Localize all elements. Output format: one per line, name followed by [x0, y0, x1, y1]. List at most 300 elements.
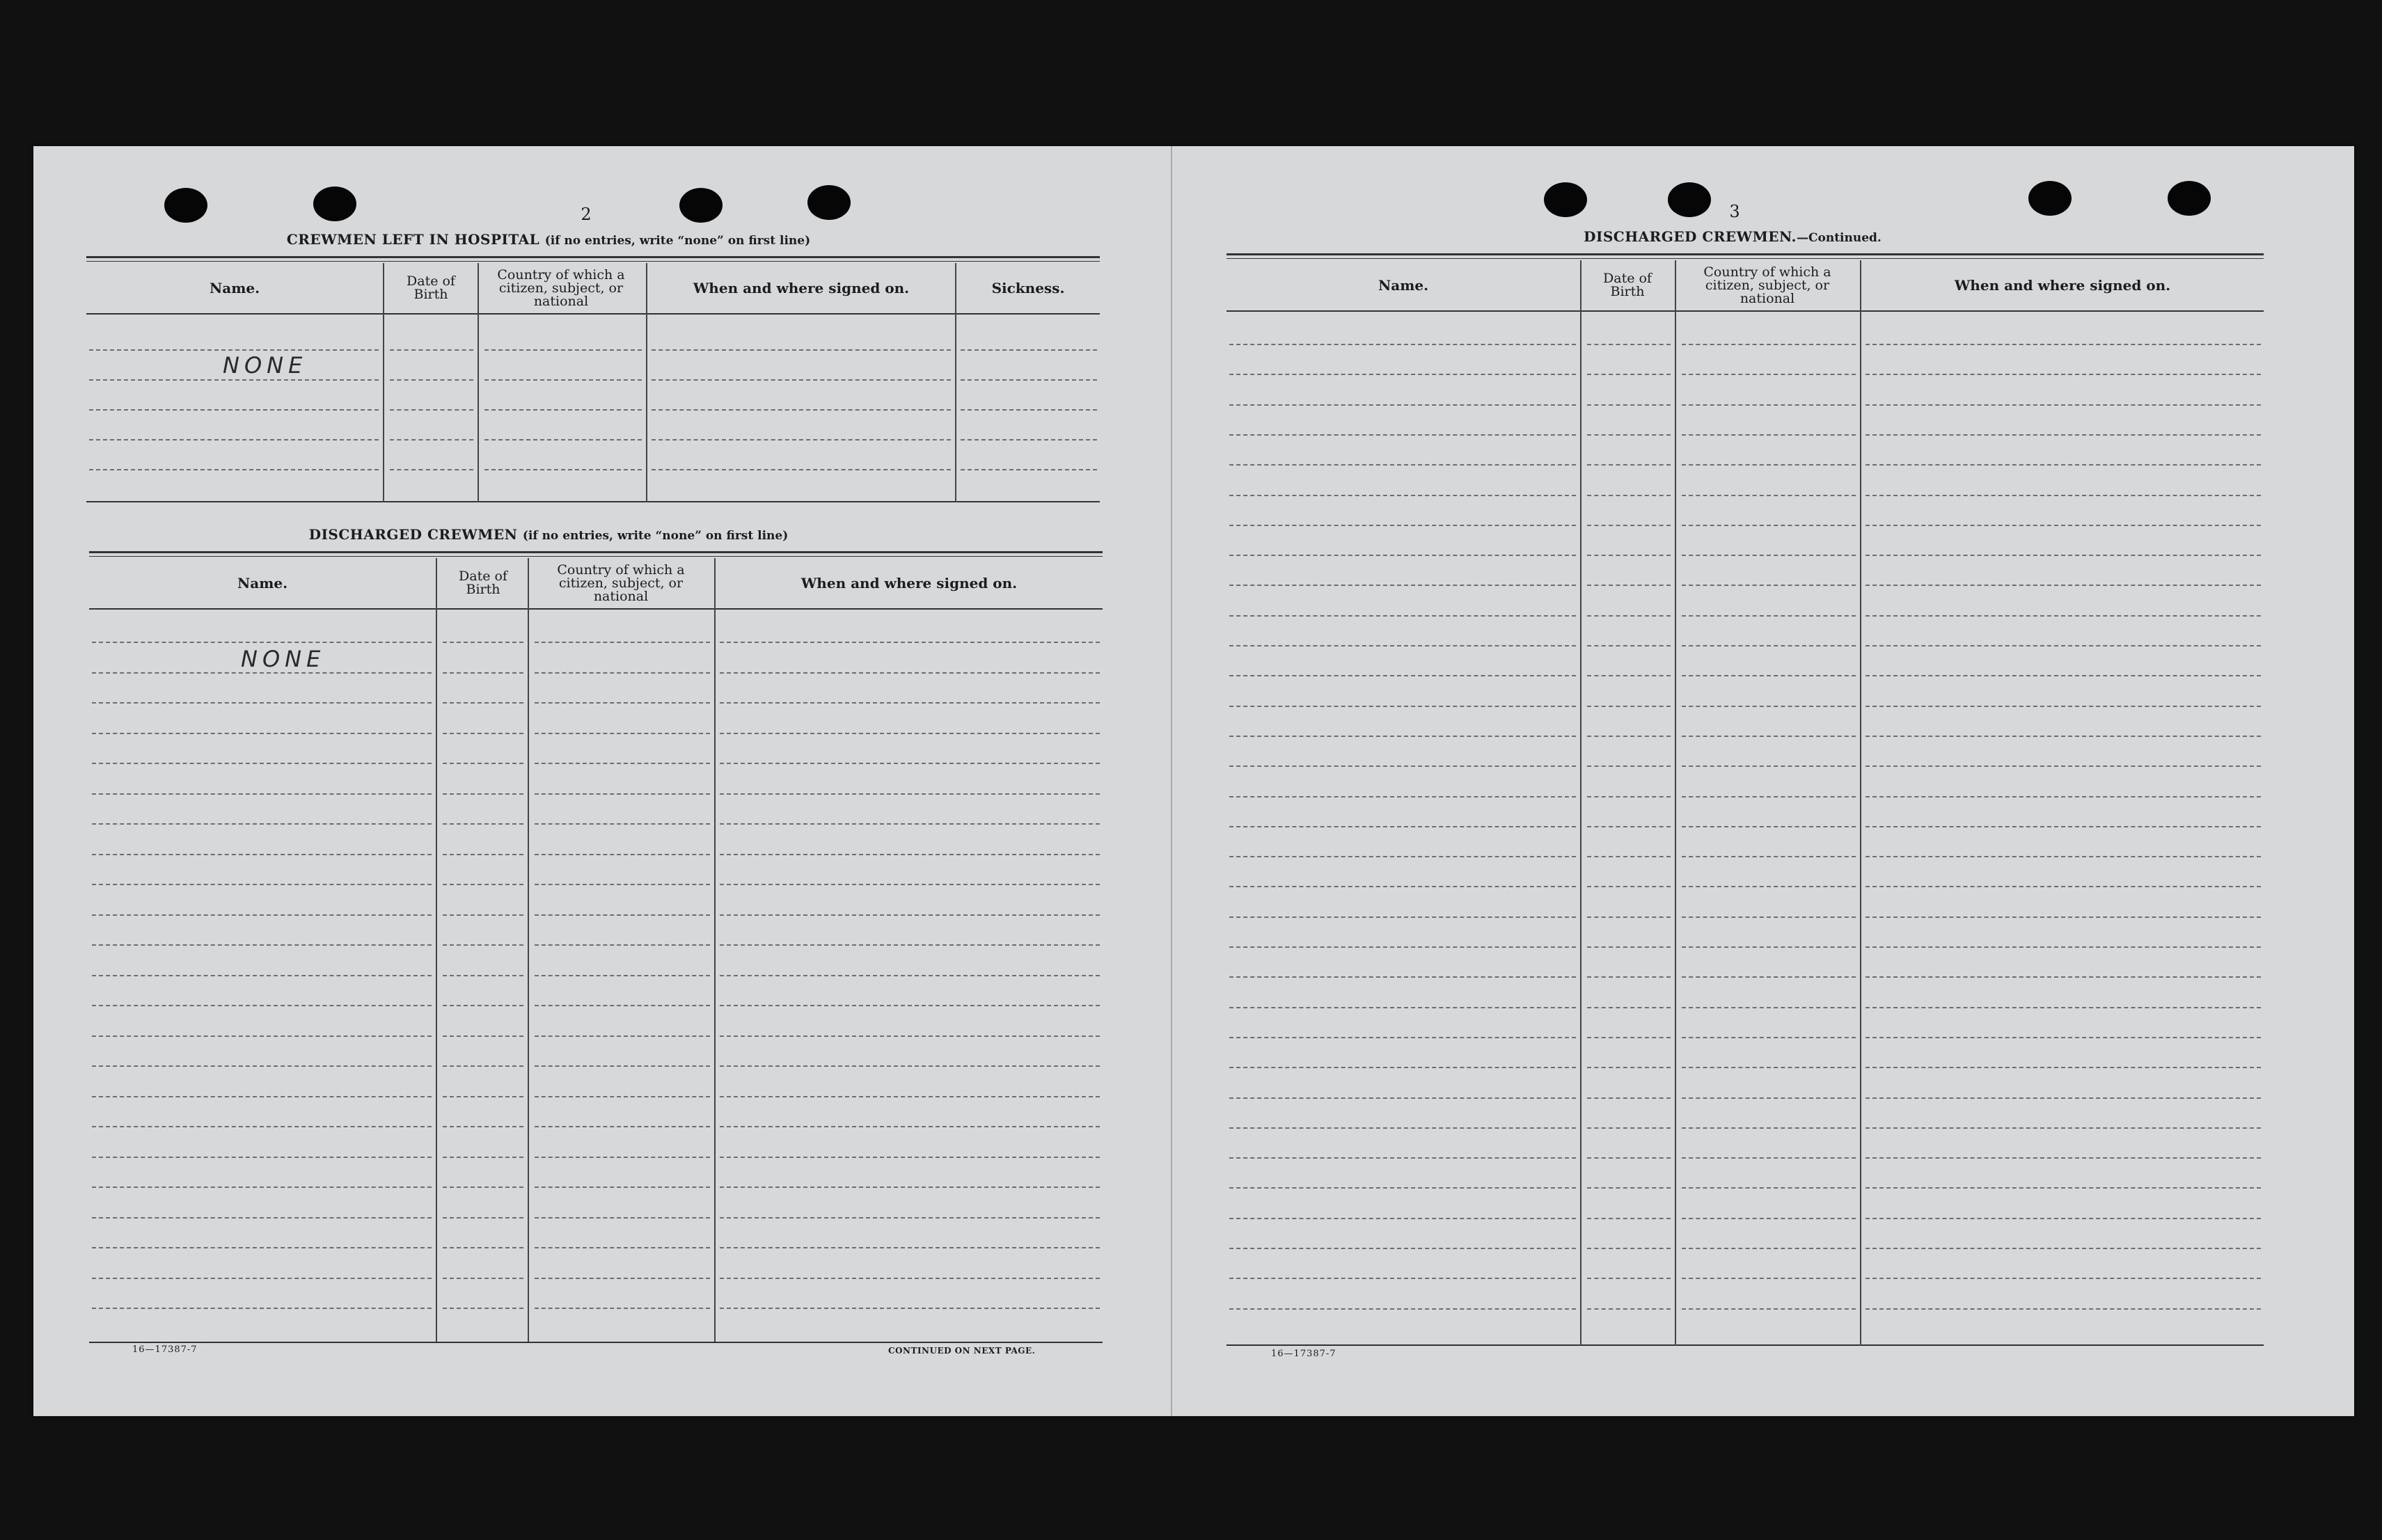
- entry-line: [720, 702, 1100, 704]
- entry-line: [1866, 1308, 2261, 1310]
- column-divider: [528, 558, 529, 1342]
- entry-line: [1682, 1067, 1856, 1068]
- entry-line: [1587, 1308, 1671, 1310]
- entry-line: [443, 884, 523, 885]
- entry-line: [1682, 404, 1856, 406]
- entry-line: [652, 439, 951, 440]
- entry-line: [1229, 706, 1576, 707]
- discharged-continued-heading: DISCHARGED CREWMEN.: [1584, 228, 1797, 245]
- entry-line: [535, 1278, 710, 1279]
- entry-line: [1682, 706, 1856, 707]
- entry-line: [1229, 856, 1576, 857]
- entry-line: [1682, 1007, 1856, 1008]
- entry-line: [1866, 555, 2261, 556]
- entry-line: [1587, 1248, 1671, 1249]
- entry-line: [1587, 434, 1671, 436]
- table-top-rule: [86, 261, 1100, 262]
- entry-line: [720, 1186, 1100, 1188]
- entry-line: [92, 823, 432, 825]
- entry-line: [443, 1157, 523, 1158]
- entry-line: [720, 1217, 1100, 1218]
- entry-line: [92, 1126, 432, 1127]
- entry-line: [535, 1186, 710, 1188]
- entry-line: [535, 944, 710, 946]
- entry-line: [1229, 1037, 1576, 1038]
- entry-line: [390, 379, 473, 381]
- column-divider: [1580, 260, 1582, 1346]
- entry-line: [92, 1247, 432, 1248]
- entry-line: [1229, 555, 1576, 556]
- entry-line: [1229, 1248, 1576, 1249]
- entry-line: [535, 763, 710, 764]
- entry-line: [535, 702, 710, 704]
- entry-line: [535, 854, 710, 855]
- col-header-date-of-birth: Date of Birth: [407, 273, 455, 302]
- entry-line: [1682, 675, 1856, 676]
- page-fold: [1171, 146, 1172, 1416]
- entry-line: [720, 672, 1100, 674]
- page-number-right: 3: [1729, 202, 1740, 221]
- entry-line: [1682, 736, 1856, 737]
- entry-line: [720, 884, 1100, 885]
- entry-line: [535, 1005, 710, 1006]
- entry-line: [1866, 1278, 2261, 1279]
- entry-line: [92, 733, 432, 734]
- entry-line: [1229, 585, 1576, 586]
- entry-line: [92, 1035, 432, 1037]
- entry-line: [1229, 1218, 1576, 1219]
- entry-line: [535, 823, 710, 825]
- entry-line: [1587, 615, 1671, 617]
- entry-line: [652, 469, 951, 470]
- entry-line: [1587, 1187, 1671, 1189]
- entry-line: [720, 854, 1100, 855]
- entry-line: [961, 379, 1097, 381]
- discharged-table-right: [1227, 253, 2264, 1349]
- entry-line: [1229, 736, 1576, 737]
- entry-line: [961, 439, 1097, 440]
- discharged-section-title: [86, 526, 1011, 543]
- discharged-continued-title: [1228, 228, 2237, 245]
- entry-line: [535, 672, 710, 674]
- form-number-right: 16—17387-7: [1271, 1349, 1336, 1359]
- column-divider: [383, 263, 384, 502]
- entry-line: [390, 409, 473, 411]
- entry-line: [1587, 374, 1671, 375]
- entry-line: [720, 1278, 1100, 1279]
- entry-line: [1229, 1278, 1576, 1279]
- entry-line: [1866, 856, 2261, 857]
- entry-line: [1587, 886, 1671, 887]
- column-divider: [436, 558, 437, 1342]
- entry-line: [535, 1217, 710, 1218]
- entry-line: [89, 469, 379, 470]
- entry-line: [1229, 344, 1576, 345]
- entry-line: [535, 975, 710, 976]
- entry-line: [1682, 1248, 1856, 1249]
- entry-line: [535, 1096, 710, 1097]
- entry-line: [1866, 1007, 2261, 1008]
- entry-line: [1682, 495, 1856, 496]
- entry-line: [1587, 404, 1671, 406]
- entry-line: [1866, 1127, 2261, 1129]
- entry-line: [89, 409, 379, 411]
- entry-line: [1587, 1218, 1671, 1219]
- entry-line: [535, 1247, 710, 1248]
- entry-line: [535, 914, 710, 916]
- entry-line: [1229, 1067, 1576, 1068]
- entry-line: [1587, 765, 1671, 767]
- entry-line: [1682, 976, 1856, 978]
- entry-line: [961, 409, 1097, 411]
- table-bottom-rule: [89, 1342, 1103, 1343]
- entry-line: [1866, 585, 2261, 586]
- table-bottom-rule: [1227, 1344, 2264, 1346]
- table-top-rule: [1227, 258, 2264, 259]
- entry-line: [720, 1005, 1100, 1006]
- entry-line: [652, 349, 951, 351]
- entry-line: [1587, 645, 1671, 646]
- punch-hole: [2028, 181, 2072, 216]
- entry-line: [443, 823, 523, 825]
- entry-line: [1866, 916, 2261, 918]
- entry-line: [1682, 585, 1856, 586]
- continued-note: CONTINUED ON NEXT PAGE.: [888, 1346, 1036, 1356]
- entry-line: [484, 409, 642, 411]
- entry-line: [92, 854, 432, 855]
- col-header-name: Name.: [1378, 277, 1429, 294]
- entry-line: [1866, 434, 2261, 436]
- entry-line: [89, 349, 379, 351]
- entry-line: [961, 469, 1097, 470]
- table-header-rule: [1227, 310, 2264, 312]
- discharged-continued-note: —Continued.: [1796, 231, 1882, 245]
- discharged-title-note: (if no entries, write “none” on first line): [522, 529, 789, 543]
- entry-line: [484, 439, 642, 440]
- entry-line: [1682, 1218, 1856, 1219]
- hospital-title-note: (if no entries, write “none” on first line): [544, 234, 811, 248]
- punch-hole: [679, 188, 723, 223]
- entry-line: [720, 944, 1100, 946]
- entry-line: [1866, 1067, 2261, 1068]
- entry-line: [1587, 796, 1671, 797]
- entry-line: [720, 1157, 1100, 1158]
- entry-line: [535, 1126, 710, 1127]
- entry-line: [443, 1278, 523, 1279]
- entry-line: [1866, 1248, 2261, 1249]
- entry-line: [92, 914, 432, 916]
- entry-line: [92, 1096, 432, 1097]
- entry-line: [1866, 1157, 2261, 1159]
- entry-line: [720, 733, 1100, 734]
- entry-line: [1682, 645, 1856, 646]
- col-header-name: Name.: [209, 280, 260, 296]
- entry-line: [1866, 615, 2261, 617]
- entry-line: [443, 944, 523, 946]
- entry-line: [1682, 1157, 1856, 1159]
- entry-line: [443, 1065, 523, 1067]
- entry-line: [1682, 344, 1856, 345]
- entry-line: [1229, 976, 1576, 978]
- col-header-country: Country of which a citizen, subject, or national: [557, 562, 685, 604]
- form-number-left: 16—17387-7: [132, 1344, 198, 1355]
- entry-line: [720, 1065, 1100, 1067]
- entry-line: [1587, 946, 1671, 948]
- col-header-date-of-birth: Date of Birth: [1603, 271, 1652, 299]
- entry-line: [1229, 946, 1576, 948]
- entry-line: [1229, 1157, 1576, 1159]
- entry-line: [443, 1217, 523, 1218]
- col-header-date-of-birth: Date of Birth: [459, 569, 507, 597]
- entry-line: [1866, 1218, 2261, 1219]
- entry-line: [443, 854, 523, 855]
- entry-line: [92, 1157, 432, 1158]
- entry-line: [92, 1186, 432, 1188]
- col-header-name: Name.: [237, 575, 288, 592]
- entry-line: [92, 1005, 432, 1006]
- entry-line: [443, 1186, 523, 1188]
- entry-line: [1587, 1157, 1671, 1159]
- entry-line: [1229, 675, 1576, 676]
- hospital-title: CREWMEN LEFT IN HOSPITAL: [286, 231, 540, 248]
- table-top-rule: [89, 551, 1103, 553]
- entry-line: [535, 1065, 710, 1067]
- entry-line: [1682, 374, 1856, 375]
- entry-line: [1587, 1067, 1671, 1068]
- entry-line: [390, 439, 473, 440]
- entry-line: [484, 349, 642, 351]
- entry-line: [1229, 525, 1576, 526]
- entry-line: [1229, 615, 1576, 617]
- entry-line: [1229, 374, 1576, 375]
- table-top-rule: [86, 256, 1100, 258]
- entry-line: [443, 1005, 523, 1006]
- col-header-when-where: When and where signed on.: [1954, 277, 2171, 294]
- entry-line: [1587, 1127, 1671, 1129]
- entry-line: [535, 1308, 710, 1309]
- table-bottom-rule: [86, 501, 1100, 502]
- entry-line: [535, 884, 710, 885]
- entry-line: [1866, 1037, 2261, 1038]
- entry-line: [443, 793, 523, 795]
- entry-line: [720, 793, 1100, 795]
- col-header-when-where: When and where signed on.: [800, 575, 1018, 592]
- entry-line: [1587, 916, 1671, 918]
- entry-line: [443, 975, 523, 976]
- entry-line: [484, 469, 642, 470]
- entry-line: [390, 469, 473, 470]
- entry-line: [92, 975, 432, 976]
- entry-line: [443, 914, 523, 916]
- punch-hole: [1544, 182, 1587, 217]
- handwritten-entry: NONE: [241, 646, 326, 672]
- column-divider: [714, 558, 716, 1342]
- entry-line: [535, 793, 710, 795]
- entry-line: [1682, 765, 1856, 767]
- entry-line: [1682, 1037, 1856, 1038]
- entry-line: [1866, 1187, 2261, 1189]
- entry-line: [1866, 675, 2261, 676]
- punch-hole: [313, 186, 356, 221]
- entry-line: [535, 642, 710, 643]
- entry-line: [720, 763, 1100, 764]
- entry-line: [1866, 344, 2261, 345]
- entry-line: [1587, 525, 1671, 526]
- entry-line: [1229, 1007, 1576, 1008]
- entry-line: [1866, 886, 2261, 887]
- col-header-when-where: When and where signed on.: [693, 280, 910, 296]
- entry-line: [720, 1035, 1100, 1037]
- entry-line: [484, 379, 642, 381]
- entry-line: [1587, 495, 1671, 496]
- entry-line: [1587, 585, 1671, 586]
- entry-line: [1587, 736, 1671, 737]
- entry-line: [1682, 1127, 1856, 1129]
- entry-line: [92, 1065, 432, 1067]
- entry-line: [1682, 916, 1856, 918]
- column-divider: [478, 263, 479, 502]
- entry-line: [1229, 886, 1576, 887]
- entry-line: [1229, 404, 1576, 406]
- entry-line: [92, 702, 432, 704]
- entry-line: [1587, 976, 1671, 978]
- entry-line: [1229, 464, 1576, 466]
- entry-line: [1229, 765, 1576, 767]
- entry-line: [1866, 404, 2261, 406]
- entry-line: [535, 733, 710, 734]
- entry-line: [720, 914, 1100, 916]
- entry-line: [720, 823, 1100, 825]
- entry-line: [89, 439, 379, 440]
- entry-line: [1229, 916, 1576, 918]
- entry-line: [1587, 1037, 1671, 1038]
- entry-line: [1866, 826, 2261, 827]
- entry-line: [92, 763, 432, 764]
- entry-line: [1866, 525, 2261, 526]
- entry-line: [1587, 555, 1671, 556]
- entry-line: [1866, 946, 2261, 948]
- entry-line: [1682, 555, 1856, 556]
- entry-line: [92, 944, 432, 946]
- entry-line: [92, 642, 432, 643]
- entry-line: [1229, 1308, 1576, 1310]
- entry-line: [720, 1096, 1100, 1097]
- entry-line: [1587, 675, 1671, 676]
- entry-line: [92, 884, 432, 885]
- entry-line: [443, 763, 523, 764]
- entry-line: [1682, 464, 1856, 466]
- entry-line: [1866, 706, 2261, 707]
- entry-line: [1682, 434, 1856, 436]
- entry-line: [1229, 1127, 1576, 1129]
- table-header-rule: [89, 608, 1103, 610]
- entry-line: [535, 1035, 710, 1037]
- entry-line: [1682, 796, 1856, 797]
- entry-line: [92, 1278, 432, 1279]
- entry-line: [1682, 826, 1856, 827]
- entry-line: [1229, 495, 1576, 496]
- col-header-sickness: Sickness.: [991, 280, 1065, 296]
- entry-line: [1866, 645, 2261, 646]
- col-header-country: Country of which a citizen, subject, or national: [1703, 264, 1831, 306]
- column-divider: [1860, 260, 1861, 1346]
- page-number-left: 2: [581, 205, 592, 224]
- entry-line: [1587, 706, 1671, 707]
- entry-line: [443, 702, 523, 704]
- entry-line: [1866, 976, 2261, 978]
- entry-line: [92, 672, 432, 674]
- entry-line: [390, 349, 473, 351]
- entry-line: [720, 975, 1100, 976]
- entry-line: [92, 793, 432, 795]
- entry-line: [1587, 1278, 1671, 1279]
- entry-line: [1866, 374, 2261, 375]
- entry-line: [1682, 1097, 1856, 1099]
- punch-hole: [2168, 181, 2211, 216]
- entry-line: [443, 1126, 523, 1127]
- punch-hole: [807, 185, 851, 220]
- discharged-title: DISCHARGED CREWMEN: [308, 526, 518, 543]
- entry-line: [1866, 1097, 2261, 1099]
- entry-line: [443, 1308, 523, 1309]
- entry-line: [652, 379, 951, 381]
- entry-line: [443, 1096, 523, 1097]
- entry-line: [1682, 525, 1856, 526]
- table-top-rule: [89, 556, 1103, 557]
- entry-line: [1587, 464, 1671, 466]
- table-header-rule: [86, 313, 1100, 315]
- entry-line: [1229, 434, 1576, 436]
- discharged-table-left: [89, 551, 1103, 1344]
- entry-line: [1866, 495, 2261, 496]
- entry-line: [652, 409, 951, 411]
- entry-line: [1866, 765, 2261, 767]
- entry-line: [92, 1217, 432, 1218]
- entry-line: [443, 733, 523, 734]
- entry-line: [1587, 1007, 1671, 1008]
- entry-line: [1866, 464, 2261, 466]
- entry-line: [1682, 1187, 1856, 1189]
- punch-hole: [1668, 182, 1711, 217]
- table-top-rule: [1227, 253, 2264, 255]
- entry-line: [1229, 1097, 1576, 1099]
- handwritten-entry: NONE: [223, 352, 308, 379]
- entry-line: [1587, 856, 1671, 857]
- entry-line: [1682, 1278, 1856, 1279]
- entry-line: [89, 379, 379, 381]
- entry-line: [1866, 736, 2261, 737]
- col-header-country: Country of which a citizen, subject, or national: [497, 267, 625, 309]
- entry-line: [1229, 826, 1576, 827]
- entry-line: [1229, 796, 1576, 797]
- entry-line: [720, 1247, 1100, 1248]
- entry-line: [1682, 856, 1856, 857]
- entry-line: [720, 642, 1100, 643]
- entry-line: [1682, 1308, 1856, 1310]
- entry-line: [92, 1308, 432, 1309]
- entry-line: [961, 349, 1097, 351]
- entry-line: [1682, 886, 1856, 887]
- hospital-section-title: [86, 231, 1011, 248]
- column-divider: [1675, 260, 1676, 1346]
- entry-line: [1587, 826, 1671, 827]
- entry-line: [1866, 796, 2261, 797]
- entry-line: [1587, 344, 1671, 345]
- entry-line: [1587, 1097, 1671, 1099]
- entry-line: [1682, 946, 1856, 948]
- entry-line: [443, 642, 523, 643]
- entry-line: [443, 672, 523, 674]
